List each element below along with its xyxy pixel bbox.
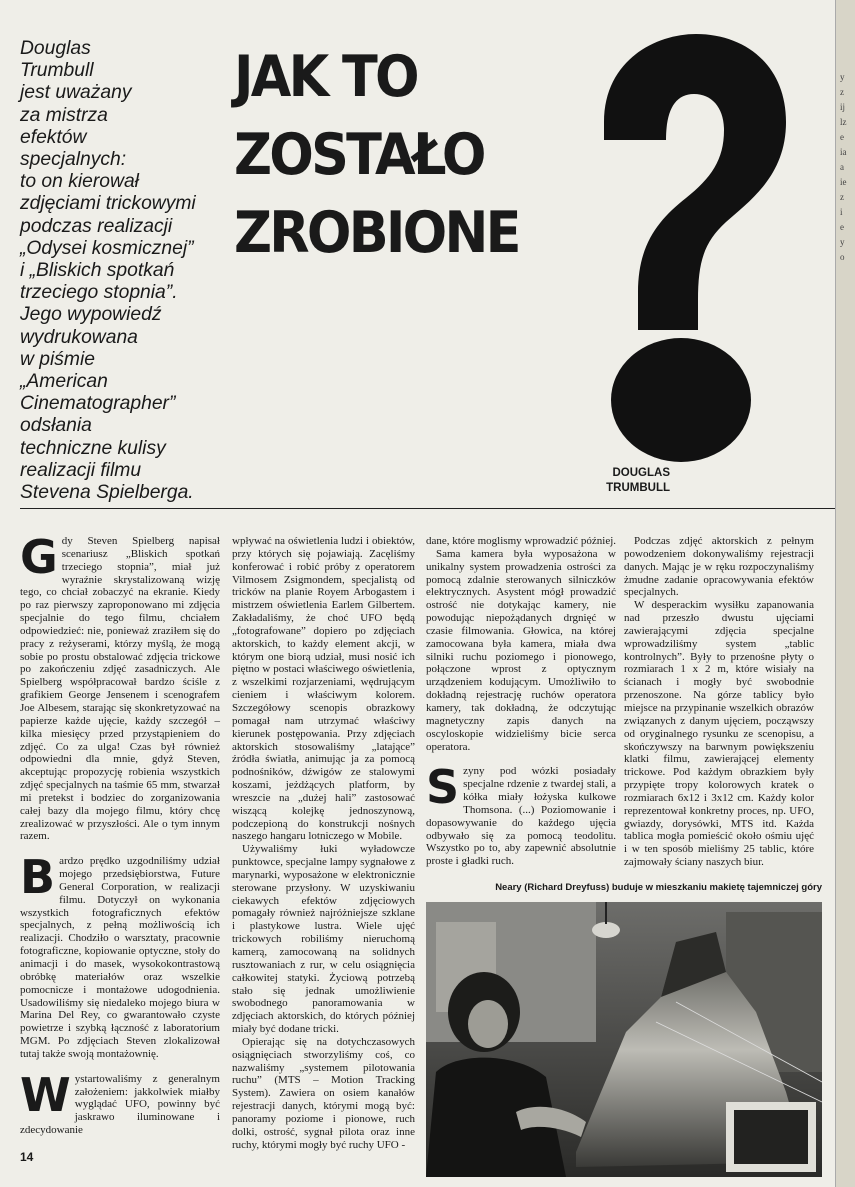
edge-letter: o [840, 252, 845, 262]
intro-line: Stevena Spielberga. [20, 482, 194, 504]
paragraph: dane, które moglismy wprowadzić później. [426, 535, 617, 547]
paragraph [426, 760, 616, 868]
edge-letter: lz [840, 117, 847, 127]
edge-letter: ia [840, 147, 847, 157]
intro-line: specjalnych: [20, 149, 127, 171]
text-column-4 [624, 535, 814, 869]
paragraph-text: zyny pod wózki posiadały specjalne rdzenie z twardej stali, a kółka miały łożyska kulkowe Thomsona. (...) Poziomowanie i dopasowywanie do każdego ujęcia odbywało się za pomocą teodolitu. Wszystko po to, aby zapewnić absolutnie proste i gładki ruch. [426, 765, 616, 868]
intro-line: Trumbull [20, 60, 94, 82]
intro-line: wydrukowana [20, 326, 138, 348]
byline-line: TRUMBULL [606, 482, 670, 494]
intro-line: Jego wypowiedź [20, 304, 162, 326]
edge-letter: y [840, 237, 845, 247]
drop-cap: S [426, 760, 460, 815]
text-column-2 [232, 535, 415, 1152]
intro-line: Cinematographer” [20, 393, 176, 415]
intro-line: techniczne kulisy [20, 437, 166, 459]
intro-line: i „Bliskich spotkań [20, 260, 175, 282]
film-still-photo [426, 902, 822, 1177]
intro-line: zdjęciami trickowymi [20, 193, 196, 215]
paragraph [20, 850, 220, 1061]
edge-letter: z [840, 87, 844, 97]
page-number: 14 [20, 1150, 34, 1164]
text-column-3 [426, 535, 616, 868]
title-line: ZOSTAŁO [234, 122, 484, 188]
edge-letter: ie [840, 177, 847, 187]
title-line: JAK TO [234, 44, 417, 110]
title-line: ZROBIONE [234, 200, 519, 266]
edge-letter: y [840, 72, 845, 82]
adjacent-page-letters [840, 70, 852, 265]
paragraph: W desperackim wysiłku zapanowania nad przeszło dwustu ujęciami zawierającymi zdjęcia specjalne wprowadziliśmy system „tablic kontrolnych”. Były to przenośne płyty o rozmiarach 1 x 2 m, które wisiały na ścianach i mogły być swobodnie przenoszone. Na górze tablicy było miejsce na przypinanie wszelkich obrazów związanych z danym ujęciem, począwszy od oryginalnego rysunku ze scenopisu, a skończywszy na barwnym powiększeniu klatki filmu, zawierającej elementy trickowe. Pod każdym obrazkiem były przypięte tropy kolorowych kratek o rozmiarach 6x12 i 3x12 cm. Każdy kolor reprezentował konkretny proces, np. UFO, gwiazdy, dorysówki, MTS itd. Każda tablica mogła pomieścić około ośmiu ujęć i w ten sposób mieliśmy 25 tablic, które zajmowały ściany naszych biur. [624, 599, 814, 869]
text-column-1 [20, 530, 220, 1137]
paragraph-text: ystartowaliśmy z generalnym założeniem: jakkolwiek miałby wyglądać UFO, powinny być jaskrawo iluminowane i zdecydowanie [20, 1072, 220, 1137]
paragraph: Podczas zdjęć aktorskich z pełnym powodzeniem dokonywaliśmy rejestracji danych. Mając je w ręku rozpoczynaliśmy żmudne zadanie opracowywania efektów specjalnych. [624, 535, 814, 599]
paragraph [20, 530, 220, 843]
intro-line: podczas realizacji [20, 215, 173, 237]
photo-caption: Neary (Richard Dreyfuss) buduje w mieszkaniu makietę tajemniczej góry [495, 882, 822, 893]
intro-line: w piśmie [20, 348, 95, 370]
paragraph-text: ardzo prędko uzgodniliśmy udział mojego przedsiębiorstwa, Future General Corporation, w realizacji filmu. Dotyczył on wykonania wszystkich fotograficznych efektów specjalnych, z pełną możliwością ich realizacji. Chodziło o warsztaty, pracownie fotograficzne, kopiowanie optyczne, stoły do animacji i do masek, wysokokontrastową obróbkę materiałów oraz wszelkie pomocnicze i montażowe udogodnienia. Usadowiliśmy się niedaleko mojego biura w Marina Del Rey, co gwarantowało czyste powietrze i szybką łączność z laboratorium MGM. Po zdjęciach Steven zlokalizował tutaj także swoją montażownię. [20, 855, 220, 1060]
paragraph: Opierając się na dotychczasowych osiągnięciach stworzyliśmy coś, co nazwaliśmy „systemem pilotowania ruchu” (MTS – Motion Tracking System). Zawiera on osiem kanałów rejestracji danych, którymi mogą być: panoramy poziome i pionowe, ruch dolki, ostrość, sygnał pilota oraz inne ruchy, którymi mogły być ruchy UFO - [232, 1035, 415, 1151]
intro-line: Douglas [20, 38, 91, 59]
intro-line: „American [20, 371, 108, 393]
edge-letter: i [840, 207, 843, 217]
question-mark-graphic [586, 30, 786, 490]
intro-line: efektów [20, 126, 87, 148]
paragraph: Używaliśmy łuki wyładowcze punktowce, specjalne lampy sygnałowe z marynarki, wyposażone w elektronicznie sterowane przysłony. W uzyskiwaniu ciekawych efektów zdjęciowych pomagały również najróżniejsze szklane i plastykowe lustra. Wiele ujęć trickowych robiliśmy nieruchomą kamerą, zamocowaną na solidnych rusztowaniach z rur, w celu osiągnięcia całkowitej statyki. Życiową potrzebą stało się jednak umożliwienie swobodnego panoramowania w zdjęciach aktorskich, do których później miały być dodane tricki. [232, 843, 415, 1036]
article-title [234, 38, 584, 272]
edge-letter: e [840, 222, 844, 232]
intro-line: to on kierował [20, 171, 139, 193]
paragraph: Sama kamera była wyposażona w unikalny system prowadzenia ostrości za pomocą zdalnie sterowanych silniczków elektrycznych. Asystent mógł prowadzić ostrość nie dotykając kamery, nie powodując niepożądanych drgnięć w czasie filmowania. Głowica, na której zamocowana była kamera, miała dwa silniki ruchu poziomego i pionowego, połączone wprost z optycznym urządzeniem kodującym. Umożliwiło to dokładną rejestrację ruchów operatora kamery, tak dokładną, że odczytując magnetyczny zapis danych na oscyloskopie widzieliśmy bicie serca operatora. [426, 547, 616, 753]
intro-line: za mistrza [20, 104, 108, 126]
intro-line: realizacji filmu [20, 459, 142, 481]
drop-cap: W [20, 1067, 71, 1122]
section-divider [20, 508, 835, 509]
author-byline [540, 466, 670, 496]
intro-line: trzeciego stopnia”. [20, 282, 178, 304]
byline-line: DOUGLAS [612, 467, 670, 479]
paragraph: wpływać na oświetlenia ludzi i obiektów, przy których się pojawiają. Zacęliśmy konferować i robić próby z operatorem Vilmosem Zsigmondem, specjalistą od tricków na planie Royem Arbogastem i mistrzem oświetlenia Earlem Gilbertem. Zakładaliśmy, że choć UFO będą „fotografowane” dopiero po zdjęciach aktorskich, to każdy element akcji, w którym one biorą udział, musi nosić ich piętno w postaci właściwego oświetlenia, z wszelkimi rozjarzeniami, wędrującym cieniem i właściwym kolorem. Szczegółowy scenopis obrazkowy pomagał nam utrzymać właściwy kierunek postępowania. Przy zdjęciach aktorskich stosowaliśmy „latające” źródła światła, animując ja za pomocą podnośników, dźwigów ze stalowymi koszami, jeżdżących platform, by wreszcie na „dużej hali” zastosować wiszącą kolejkę jednoszynową, podczepioną do konstrukcji nośnych naszego hangaru lotniczego w Mobile. [232, 535, 415, 843]
edge-letter: a [840, 162, 844, 172]
paragraph-text: dy Steven Spielberg napisał scenariusz „Bliskich spotkań trzeciego stopnia”, miał już wyraźnie skrystalizowaną wizję tego, co chciał zobaczyć na ekranie. Kiedy po raz pierwszy zaproponowano mi zdjęcia specjalnie do tego filmu, chciałem odpowiedzieć: nie, ponieważ zraziłem się do pracy z reżyserami, którzy myślą, że mogą sobie po prostu obstalować zdjęcia trickowe po zakończeniu zdjęć zasadniczych. Ale Spielberg współpracował bardzo ściśle z grafikiem George Jensenem i scenografem Joe Albesem, starając się skonkretyzować na papierze każde ujęcie, każdy szczegół – kilka miesięcy przed przystąpieniem do zdjęć. Co za ulga! Czas był również odpowiedni dla mnie, gdyż Steven, akceptując propozycję robienia wszystkich zdjęć specjalnych na taśmie 65 mm, stwarzał mi pretekst i bodziec do zorganizowania całej bazy dla mojego filmu, który chcę zrealizować w przyszłości. Ale o tym innym razem. [20, 535, 220, 843]
drop-cap: G [20, 530, 58, 584]
intro-line: „Odysei kosmicznej” [20, 237, 194, 259]
edge-letter: e [840, 132, 844, 142]
edge-letter: z [840, 192, 844, 202]
edge-letter: ij [840, 102, 846, 112]
drop-cap: B [20, 850, 56, 905]
intro-line: jest uważany [20, 82, 132, 104]
intro-lead [20, 38, 232, 504]
intro-line: odsłania [20, 415, 92, 437]
paragraph [20, 1067, 220, 1137]
